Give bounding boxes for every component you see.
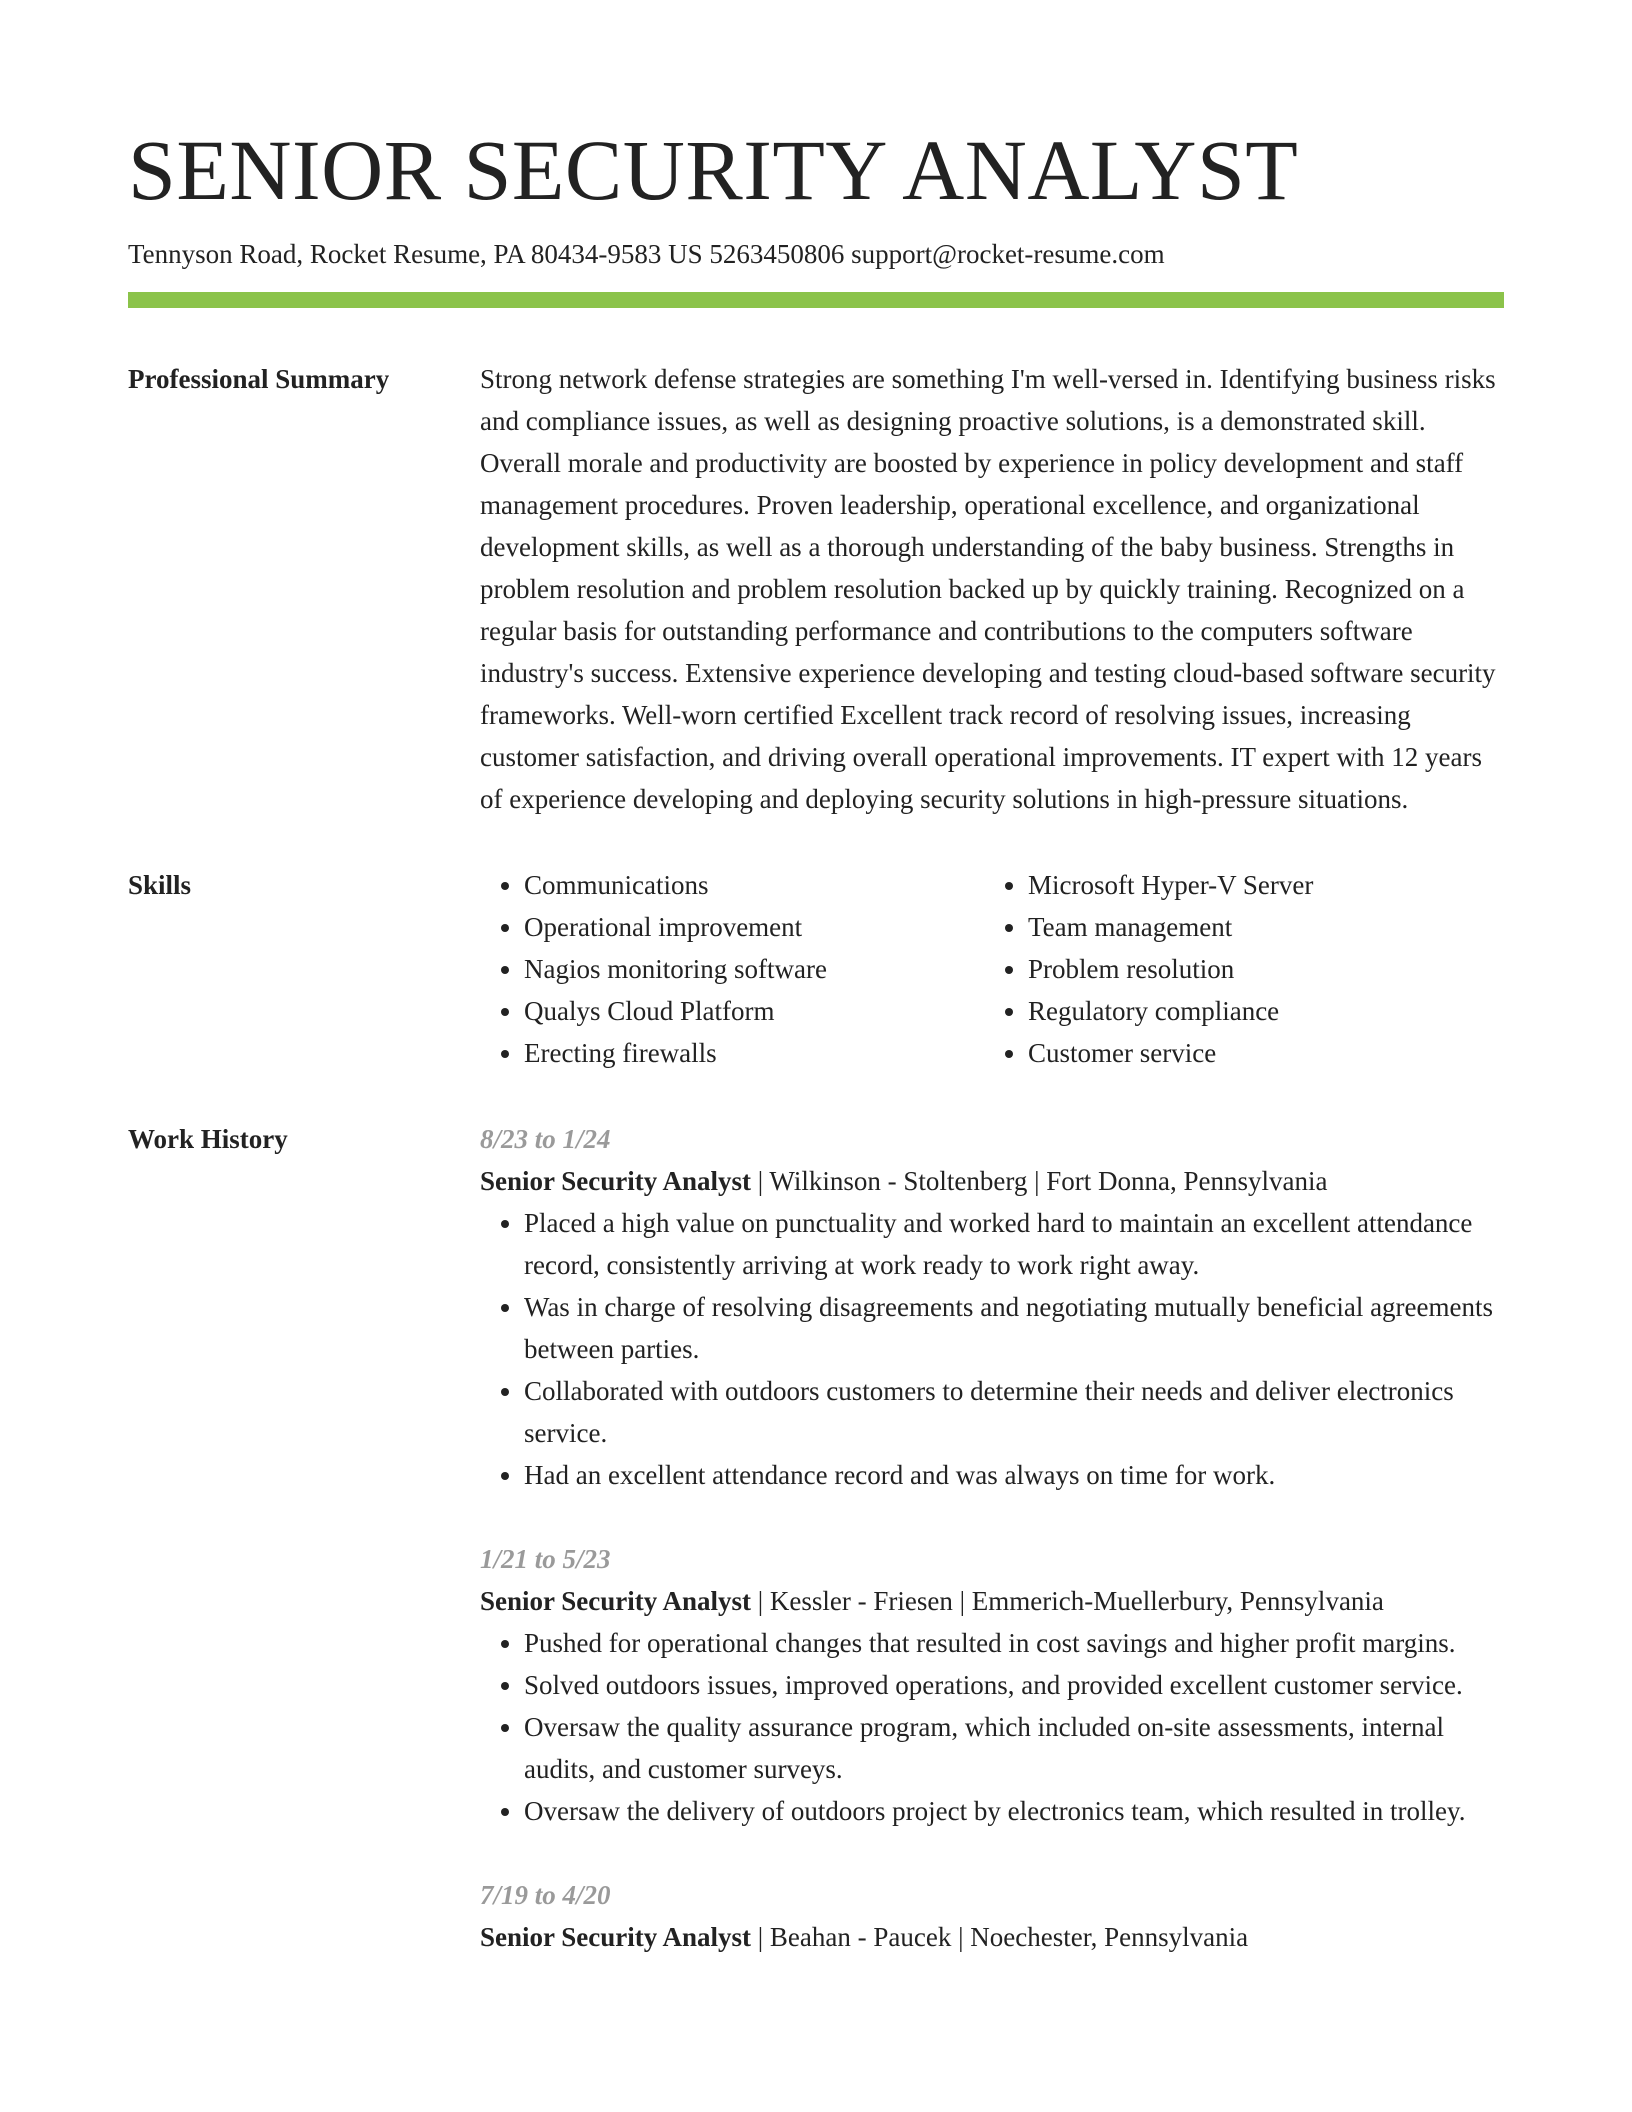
job-entry bbox=[480, 1118, 1504, 1496]
skills-list-left bbox=[480, 864, 984, 1074]
skill-item: • Customer service bbox=[1028, 1032, 1488, 1074]
contact-info: Tennyson Road, Rocket Resume, PA 80434-9583 US 5263450806 support@rocket-resume.com bbox=[128, 239, 1165, 269]
job-bullets bbox=[480, 1622, 1504, 1832]
skills-list-right bbox=[984, 864, 1488, 1074]
job-bullet: • Oversaw the delivery of outdoors project by electronics team, which resulted in trolley. bbox=[524, 1790, 1504, 1832]
job-employer-location: | Wilkinson - Stoltenberg | Fort Donna, Pennsylvania bbox=[751, 1166, 1328, 1196]
skill-item: • Qualys Cloud Platform bbox=[524, 990, 984, 1032]
skill-item: • Operational improvement bbox=[524, 906, 984, 948]
job-bullet: • Had an excellent attendance record and was always on time for work. bbox=[524, 1454, 1504, 1496]
job-title-line bbox=[480, 1160, 1504, 1202]
work-history-body bbox=[480, 1118, 1504, 2000]
skill-item: • Team management bbox=[1028, 906, 1488, 948]
work-history-section bbox=[128, 1118, 1504, 2000]
skills-section bbox=[128, 864, 1504, 1074]
job-employer-location: | Beahan - Paucek | Noechester, Pennsylvania bbox=[751, 1922, 1249, 1952]
job-bullet: • Collaborated with outdoors customers to determine their needs and deliver electronics service. bbox=[524, 1370, 1504, 1454]
job-dates: 1/21 to 5/23 bbox=[480, 1544, 611, 1574]
job-bullet: • Pushed for operational changes that resulted in cost savings and higher profit margins. bbox=[524, 1622, 1504, 1664]
skill-item: • Nagios monitoring software bbox=[524, 948, 984, 990]
skills-body bbox=[480, 864, 1504, 1074]
summary-text: Strong network defense strategies are something I'm well-versed in. Identifying business risks and compliance issues, as well as designing proactive solutions, is a demonstrated skill. Overall morale and productivity are boosted by experience in policy development and staff management procedures. Proven leadership, operational excellence, and organizational development skills, as well as a thorough understanding of the baby business. Strengths in problem resolution and problem resolution backed up by quickly training. Recognized on a regular basis for outstanding performance and contributions to the computers software industry's success. Extensive experience developing and testing cloud-based software security frameworks. Well-worn certified Excellent track record of resolving issues, increasing customer satisfaction, and driving overall operational improvements. IT expert with 12 years of experience developing and deploying security solutions in high-pressure situations. bbox=[480, 364, 1496, 814]
header-divider bbox=[128, 292, 1504, 308]
skill-item: • Microsoft Hyper-V Server bbox=[1028, 864, 1488, 906]
job-title: Senior Security Analyst bbox=[480, 1586, 752, 1616]
work-history-label: Work History bbox=[128, 1124, 288, 1154]
job-bullet: • Solved outdoors issues, improved operations, and provided excellent customer service. bbox=[524, 1664, 1504, 1706]
job-title: Senior Security Analyst bbox=[480, 1166, 752, 1196]
job-bullet: • Was in charge of resolving disagreements and negotiating mutually beneficial agreements between parties. bbox=[524, 1286, 1504, 1370]
summary-label: Professional Summary bbox=[128, 364, 390, 394]
skill-item: • Problem resolution bbox=[1028, 948, 1488, 990]
job-title-line bbox=[480, 1580, 1504, 1622]
resume-page bbox=[128, 0, 1504, 2000]
job-entry bbox=[480, 1538, 1504, 1832]
job-bullet: • Placed a high value on punctuality and worked hard to maintain an excellent attendance record, consistently arriving at work ready to work right away. bbox=[524, 1202, 1504, 1286]
job-employer-location: | Kessler - Friesen | Emmerich-Muellerbury, Pennsylvania bbox=[751, 1586, 1384, 1616]
summary-body bbox=[480, 358, 1504, 820]
skill-item: • Regulatory compliance bbox=[1028, 990, 1488, 1032]
job-entry bbox=[480, 1874, 1504, 1958]
summary-section bbox=[128, 358, 1504, 820]
job-bullet: • Oversaw the quality assurance program, which included on-site assessments, internal audits, and customer surveys. bbox=[524, 1706, 1504, 1790]
skills-label: Skills bbox=[128, 870, 192, 900]
resume-name: SENIOR SECURITY ANALYST bbox=[128, 122, 1299, 218]
job-title: Senior Security Analyst bbox=[480, 1922, 752, 1952]
skill-item: • Communications bbox=[524, 864, 984, 906]
job-dates: 7/19 to 4/20 bbox=[480, 1880, 611, 1910]
skill-item: • Erecting firewalls bbox=[524, 1032, 984, 1074]
job-title-line bbox=[480, 1916, 1504, 1958]
job-dates: 8/23 to 1/24 bbox=[480, 1124, 611, 1154]
job-bullets bbox=[480, 1202, 1504, 1496]
